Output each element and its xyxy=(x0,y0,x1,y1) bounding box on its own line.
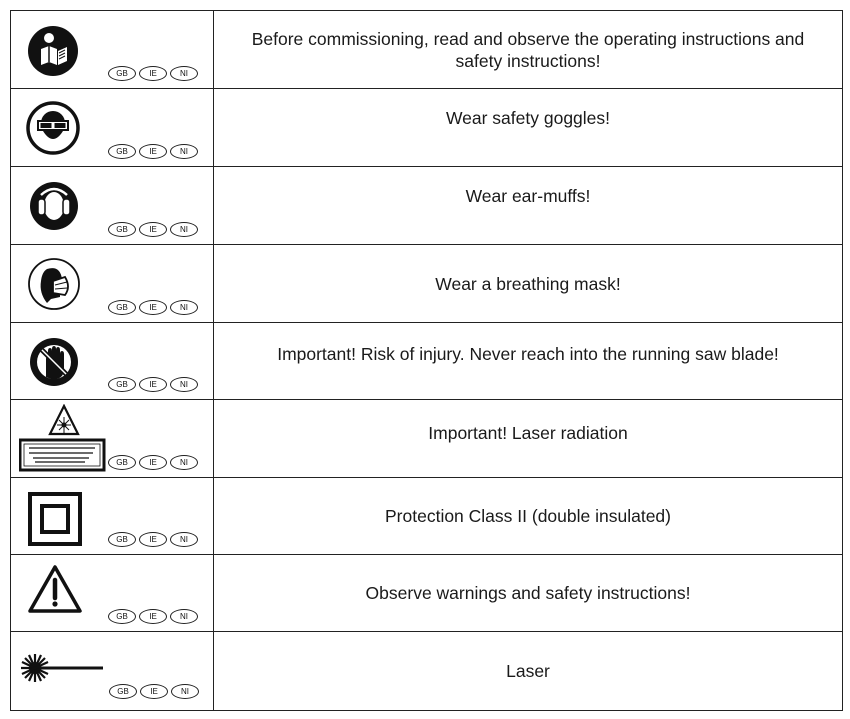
badge-gb: GB xyxy=(108,377,136,392)
instruction-text: Laser xyxy=(506,661,550,681)
symbol-cell xyxy=(11,167,214,245)
symbol-cell xyxy=(11,478,214,555)
badge-gb: GB xyxy=(109,684,137,699)
badge-gb: GB xyxy=(108,144,136,159)
symbol-cell xyxy=(11,11,214,89)
badge-gb: GB xyxy=(108,455,136,470)
instruction-text: Wear safety goggles! xyxy=(445,108,611,128)
badge-ni: NI xyxy=(170,144,198,159)
safety-goggles-icon xyxy=(26,101,80,155)
instruction-text: Wear ear-muffs! xyxy=(465,186,591,206)
symbol-cell xyxy=(11,632,214,711)
instruction-text: Wear a breathing mask! xyxy=(435,273,621,294)
badge-ie: IE xyxy=(139,300,167,315)
instruction-cell xyxy=(214,167,843,245)
instruction-cell xyxy=(214,555,843,632)
symbol-cell xyxy=(11,245,214,323)
badge-ie: IE xyxy=(139,222,167,237)
table-row xyxy=(11,167,843,245)
badge-gb: GB xyxy=(108,300,136,315)
badge-ie: IE xyxy=(139,66,167,81)
table-row xyxy=(11,632,843,711)
badge-ie: IE xyxy=(139,609,167,624)
instruction-text: Important! Risk of injury. Never reach into the running saw blade! xyxy=(277,344,779,364)
badge-ie: IE xyxy=(139,532,167,547)
instruction-text: Important! Laser radiation xyxy=(428,423,628,443)
instruction-text: Protection Class II (double insulated) xyxy=(385,506,671,526)
instruction-cell xyxy=(214,245,843,323)
instruction-cell xyxy=(214,89,843,167)
badge-ni: NI xyxy=(170,66,198,81)
badge-ni: NI xyxy=(170,300,198,315)
table-row xyxy=(11,11,843,89)
instruction-cell xyxy=(214,11,843,89)
badge-ni: NI xyxy=(170,455,198,470)
badge-ie: IE xyxy=(139,455,167,470)
region-badges xyxy=(108,455,198,470)
region-badges xyxy=(108,609,198,624)
badge-gb: GB xyxy=(108,222,136,237)
table-row xyxy=(11,323,843,400)
double-insulation-icon xyxy=(28,492,82,546)
badge-ni: NI xyxy=(170,377,198,392)
badge-gb: GB xyxy=(108,532,136,547)
instruction-cell xyxy=(214,478,843,555)
badge-ie: IE xyxy=(139,377,167,392)
table-row xyxy=(11,89,843,167)
badge-ie: IE xyxy=(140,684,168,699)
badge-ni: NI xyxy=(170,609,198,624)
instruction-cell xyxy=(214,323,843,400)
badge-ie: IE xyxy=(139,144,167,159)
table-row xyxy=(11,555,843,632)
region-badges xyxy=(108,377,198,392)
manual-reading-icon xyxy=(27,25,79,77)
instruction-cell xyxy=(214,400,843,478)
badge-gb: GB xyxy=(108,66,136,81)
region-badges xyxy=(108,144,198,159)
region-badges xyxy=(108,66,198,81)
region-badges xyxy=(108,532,198,547)
warning-triangle-icon xyxy=(27,564,83,614)
instruction-text: Before commissioning, read and observe the operating instructions and safety instructions! xyxy=(251,28,805,71)
laser-warning-icon xyxy=(19,404,109,474)
symbol-cell xyxy=(11,400,214,478)
badge-ni: NI xyxy=(170,222,198,237)
ear-muffs-icon xyxy=(29,181,79,231)
no-hand-reach-icon xyxy=(29,337,79,387)
table-row xyxy=(11,400,843,478)
badge-ni: NI xyxy=(170,532,198,547)
table-row xyxy=(11,245,843,323)
safety-symbols-table xyxy=(10,10,843,711)
symbol-cell xyxy=(11,555,214,632)
symbol-cell xyxy=(11,323,214,400)
instruction-text: Observe warnings and safety instructions! xyxy=(365,583,691,603)
breathing-mask-icon xyxy=(27,257,81,311)
table-row xyxy=(11,478,843,555)
badge-gb: GB xyxy=(108,609,136,624)
region-badges xyxy=(108,222,198,237)
instruction-cell xyxy=(214,632,843,711)
region-badges xyxy=(108,300,198,315)
symbol-cell xyxy=(11,89,214,167)
laser-beam-icon xyxy=(19,650,105,686)
badge-ni: NI xyxy=(171,684,199,699)
region-badges xyxy=(109,684,199,699)
